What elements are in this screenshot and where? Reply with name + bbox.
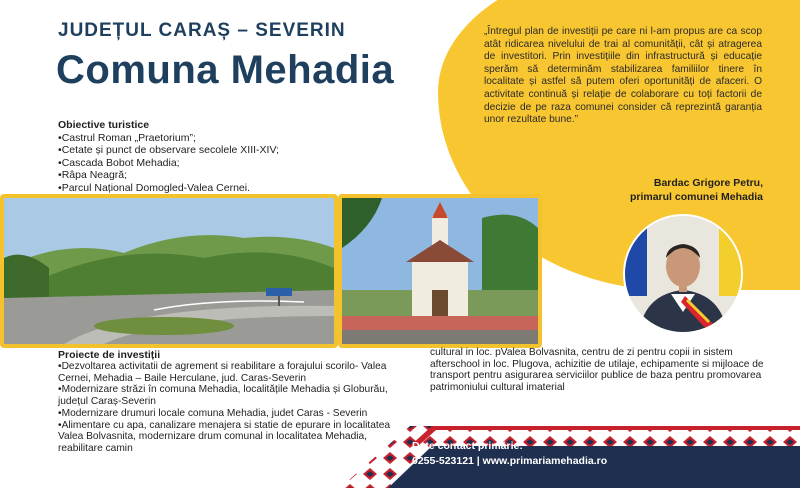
list-item: • Parcul Național Domogled-Valea Cernei. — [58, 182, 279, 194]
mayor-portrait — [623, 214, 743, 334]
list-item: • Dezvoltarea activitatii de agrement si reabilitare a forajului scorilo- Valea Cernei, Mehadia – Baile Herculane, jud. Caras-Severin — [58, 361, 396, 384]
church-photo — [338, 194, 542, 348]
author-name: Bardac Grigore Petru, — [653, 177, 763, 189]
list-item: • Râpa Neagră; — [58, 169, 279, 181]
projects-title: Proiecte de investiții — [58, 349, 161, 361]
list-item: • Cascada Bobot Mehadia; — [58, 157, 279, 169]
quote-signature — [560, 176, 763, 204]
page-title: Comuna Mehadia — [56, 48, 395, 92]
objectives-list — [58, 132, 279, 194]
author-role: primarul comunei Mehadia — [629, 191, 763, 203]
projects-continuation: cultural in loc. pValea Bolvasnita, centru de zi pentru copii in sistem afterschool in loc. Plugova, achizitie de utilaje, echipamente si mijloace de transport pentru asigurarea serviciilor publice de baza pentru promovarea patrimoniului cultural imaterial — [430, 347, 764, 394]
mayor-quote: „Întregul plan de investiții pe care ni l-am propus are ca scop atât ridicarea nivelului de trai al comunității, cât și atragerea de investitori. Prin investițiile din infrastructură și educație sperăm să determinăm stabilizarea familiilor tinere în localitate și astfel să putem oferi oportunități de afaceri. O activitate continuă și relație de colaborare cu toți factorii de decizie de pe raza comunei consider că reprezintă garanția unor rezultate bune.” — [484, 26, 762, 126]
county-heading: JUDEȚUL CARAȘ – SEVERIN — [58, 20, 346, 41]
list-item: • Cetate și punct de observare secolele XIII-XIV; — [58, 144, 279, 156]
contact-phone-website[interactable]: 0255-523121 | www.primariamehadia.ro — [412, 455, 608, 467]
contact-label: Date contact primărie: — [412, 440, 523, 452]
road-landscape-photo — [0, 194, 338, 348]
contact-block — [412, 440, 652, 467]
list-item: • Modernizare străzi în comuna Mehadia, localitățile Mehadia și Globurău, județul Caraș-Severin — [58, 384, 396, 407]
list-item: • Castrul Roman „Praetorium”; — [58, 132, 279, 144]
list-item: • Modernizare drumuri locale comuna Mehadia, judet Caras - Severin — [58, 408, 396, 420]
objectives-title: Obiective turistice — [58, 119, 150, 131]
list-item: • Alimentare cu apa, canalizare menajera si statie de epurare in localitatea Valea Bolvasnita, modernizare drum comunal in localitatea Mehadia, reabilitare camin — [58, 420, 396, 455]
